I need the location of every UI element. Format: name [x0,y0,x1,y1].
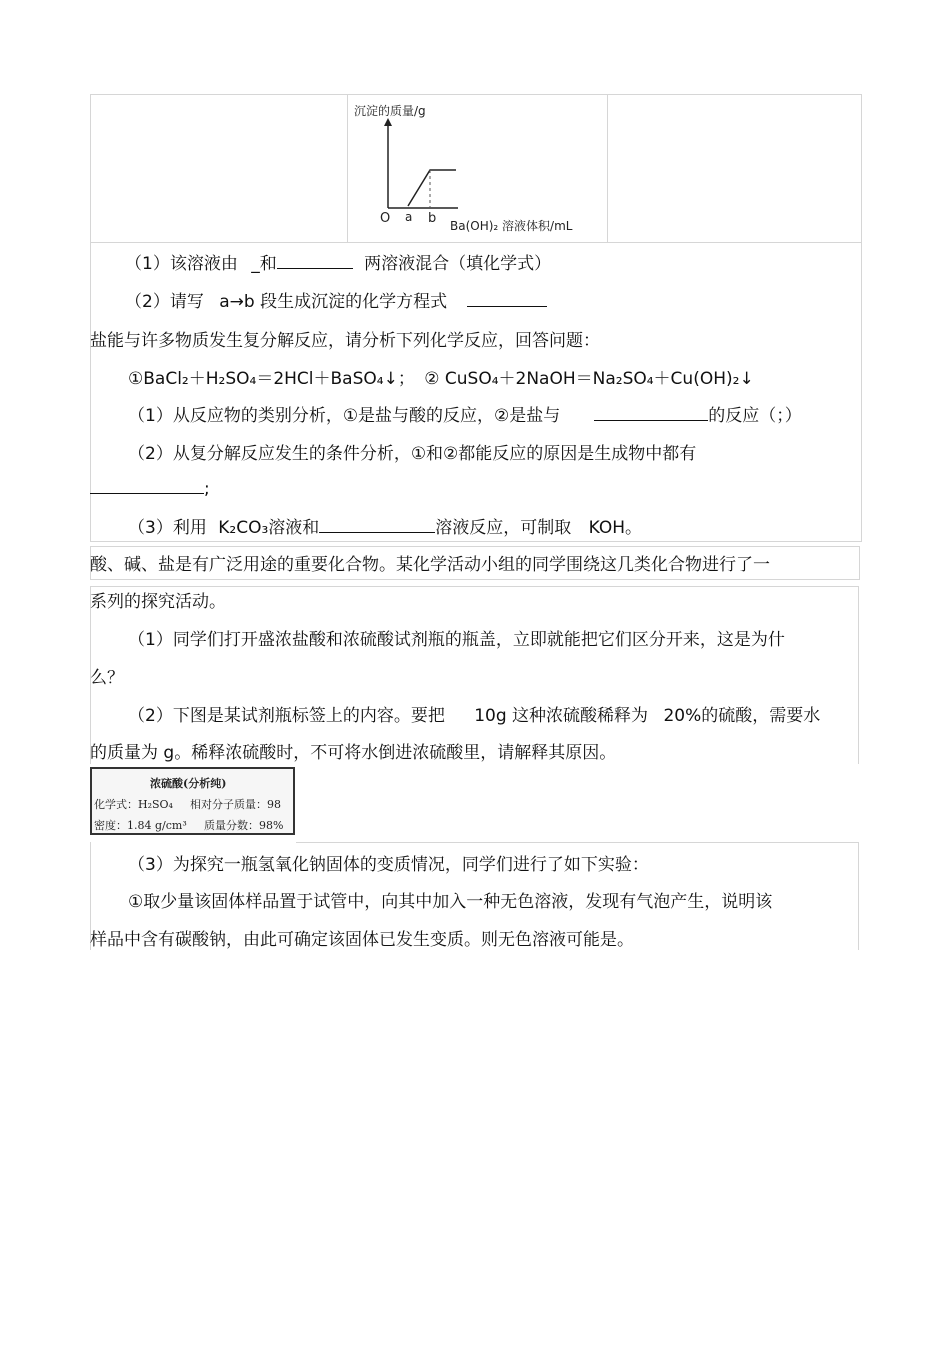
label-title: 浓硫酸(分析纯) [150,777,227,790]
s2q3-blank[interactable] [319,515,435,533]
section3-intro-line1: 酸、碱、盐是有广泛用途的重要化合物。某化学活动小组的同学围绕这几类化合物进行了一 [90,555,770,575]
section2-question2-answer [90,476,210,499]
section3-intro-line2: 系列的探究活动。 [90,592,226,612]
label-density: 密度：1.84 g/cm³ [94,819,187,832]
s3q2-part-c: 20%的硫酸，需要水 [663,706,821,726]
section-right-border [858,586,859,764]
label-mass: 相对分子质量：98 [190,798,281,811]
section1-question1 [125,249,551,274]
section-mid-border [296,842,859,843]
graph-tick-b: b [428,211,437,226]
s2q3-end: KOH。 [588,518,643,538]
section-right-border-lower [858,842,859,950]
graph-tick-a: a [405,210,413,224]
s2q2-end: ; [204,479,210,499]
label-formula: 化学式：H₂SO₄ [94,798,173,811]
section2-equations [128,364,754,389]
s1q1-suffix: 两溶液混合（填化学式） [364,254,552,274]
section2-question3 [128,513,642,538]
s1q1-mid: _和 [251,254,277,274]
section2-intro: 盐能与许多物质发生复分解反应，请分析下列化学反应，回答问题： [90,331,600,351]
graph-curve [408,170,456,206]
s3q2-part-b: 10g 这种浓硫酸稀释为 [474,706,649,726]
s2q1-suffix: 的反应（；） [708,406,802,426]
section3-question1-line1: （1）同学们打开盛浓盐酸和浓硫酸试剂瓶的瓶盖，立即就能把它们区分开来，这是为什 [128,630,785,650]
equation-2: ② CuSO₄＋2NaOH＝Na₂SO₄＋Cu(OH)₂↓ [424,369,754,389]
s1q2-blank[interactable] [467,289,547,307]
s1q2-prefix: （2）请写 [125,292,204,312]
precipitate-graph [348,96,606,240]
section2-question1 [128,401,802,426]
equation-1: ①BaCl₂＋H₂SO₄＝2HCl＋BaSO₄↓； [128,369,415,389]
label-fraction: 质量分数：98% [204,819,284,832]
graph-origin: O [380,211,391,226]
s1q2-mid: a→b 段生成沉淀的化学方程式 [219,292,448,312]
s2q3-suffix: 溶液反应，可制取 [435,518,572,538]
section3-question1-line2: 么？ [90,668,124,688]
section2-question2: （2）从复分解反应发生的条件分析，①和②都能反应的原因是生成物中都有 [128,444,697,464]
section3-question3: （3）为探究一瓶氢氧化钠固体的变质情况，同学们进行了如下实验： [128,855,649,875]
graph-y-arrow [384,118,392,126]
graph-cell-right-border [607,94,608,242]
section3-question2-line2: 的质量为 g。稀释浓硫酸时，不可将水倒进浓硫酸里，请解释其原因。 [90,743,617,763]
s1q1-prefix: （1）该溶液由 [125,254,238,274]
section3-step1-line2: 样品中含有碳酸钠，由此可确定该固体已发生变质。则无色溶液可能是。 [90,930,634,950]
section3-step1-line1: ①取少量该固体样品置于试管中，向其中加入一种无色溶液，发现有气泡产生，说明该 [128,892,773,912]
section3-question2-line1 [128,701,820,726]
section1-question2 [125,287,547,312]
graph-ylabel: 沉淀的质量/g [354,104,426,118]
reagent-label-image [90,767,295,835]
graph-row-divider [90,242,861,243]
s2q3-prefix: （3）利用 [128,518,207,538]
graph-xlabel: Ba(OH)₂ 溶液体积/mL [450,219,573,233]
s2q1-blank[interactable] [594,403,708,421]
s3q2-part-a: （2）下图是某试剂瓶标签上的内容。要把 [128,706,445,726]
s1q1-blank[interactable] [277,251,353,269]
s2q1-prefix: （1）从反应物的类别分析，①是盐与酸的反应，②是盐与 [128,406,561,426]
s2q3-chem: K₂CO₃溶液和 [218,518,320,538]
s2q2-blank[interactable] [90,476,204,494]
